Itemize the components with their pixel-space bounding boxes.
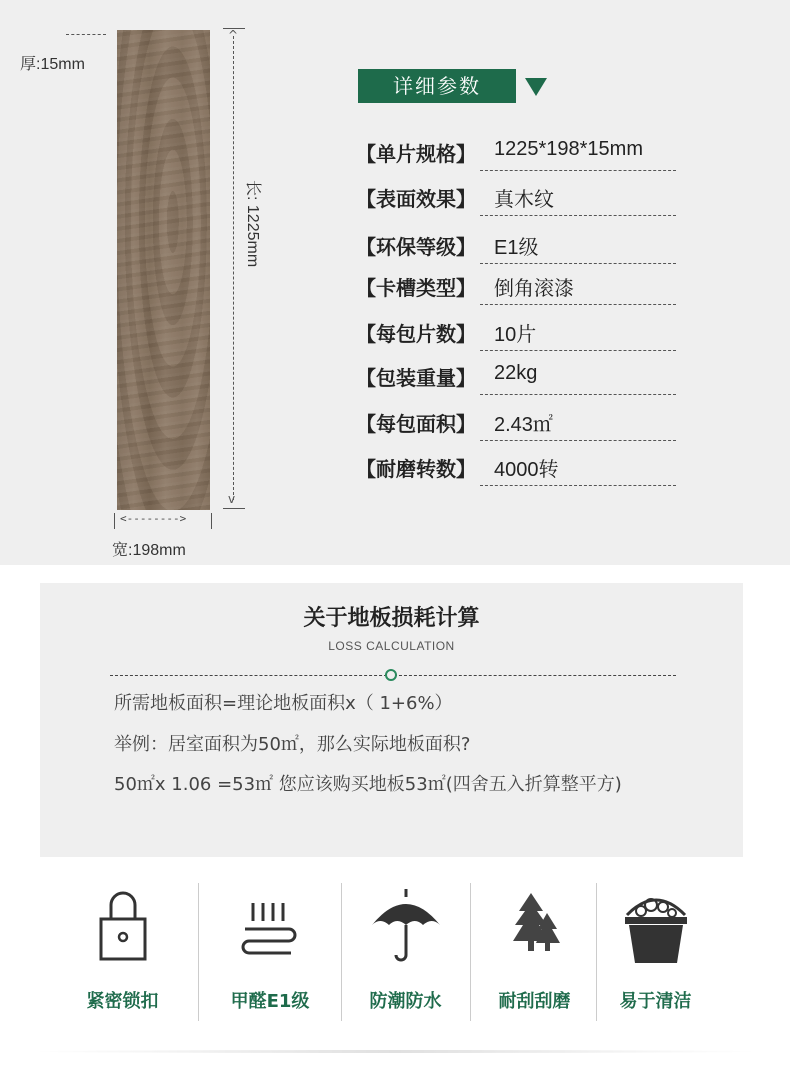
param-underline <box>480 263 676 264</box>
loss-calculation-panel <box>40 583 743 857</box>
param-row <box>356 408 686 438</box>
feature-label: 防潮防水 <box>369 991 442 1012</box>
calc-example: 举例：居室面积为50㎡，那么实际地板面积? <box>114 734 471 755</box>
feature-divider <box>341 883 342 1021</box>
formaldehyde-icon <box>200 885 340 965</box>
width-arrow: <--------> <box>120 512 187 525</box>
param-key: 【每包片数】 <box>356 322 476 346</box>
arrow-down-icon: v <box>228 492 236 506</box>
param-value: 10片 <box>494 324 537 346</box>
feature-label: 紧密锁扣 <box>86 991 159 1012</box>
param-underline <box>480 440 676 441</box>
param-row <box>356 318 686 348</box>
width-label: 宽:198mm <box>112 542 186 559</box>
param-underline <box>480 350 676 351</box>
param-value: 4000转 <box>494 459 559 481</box>
feature-item <box>472 885 597 1025</box>
circle-icon <box>385 669 397 681</box>
param-row <box>356 272 686 302</box>
thickness-marker <box>66 34 106 35</box>
param-underline <box>480 394 676 395</box>
param-value: 22kg <box>494 362 538 384</box>
param-underline <box>480 485 676 486</box>
calc-formula: 所需地板面积=理论地板面积x（ 1+6%） <box>114 693 453 714</box>
param-row <box>356 183 686 213</box>
param-value: 真木纹 <box>494 189 554 211</box>
param-value: 2.43㎡ <box>494 414 553 436</box>
param-key: 【单片规格】 <box>356 142 476 166</box>
param-key: 【耐磨转数】 <box>356 457 476 481</box>
feature-label: 耐刮刮磨 <box>498 991 571 1012</box>
param-value: 倒角滚漆 <box>494 278 574 300</box>
bottom-divider <box>30 1050 760 1053</box>
calc-subtitle: LOSS CALCULATION <box>328 639 455 653</box>
triangle-down-icon <box>525 78 547 96</box>
param-row <box>356 362 686 392</box>
feature-item <box>50 885 195 1025</box>
arrow-up-icon: ^ <box>228 28 239 42</box>
calc-title: 关于地板损耗计算 <box>303 606 480 631</box>
length-dashed-line <box>233 36 234 500</box>
calc-result: 50㎡x 1.06 =53㎡ 您应该购买地板53㎡(四舍五入折算整平方) <box>114 774 622 795</box>
param-underline <box>480 215 676 216</box>
param-key: 【每包面积】 <box>356 412 476 436</box>
feature-divider <box>470 883 471 1021</box>
param-value: E1级 <box>494 237 539 259</box>
param-value: 1225*198*15mm <box>494 138 643 160</box>
param-row <box>356 453 686 483</box>
feature-item <box>343 885 468 1025</box>
length-bottom-tick <box>223 508 245 509</box>
param-row <box>356 231 686 261</box>
params-title: 详细参数 <box>358 69 516 103</box>
param-underline <box>480 170 676 171</box>
umbrella-icon <box>343 885 468 965</box>
param-key: 【环保等级】 <box>356 235 476 259</box>
param-underline <box>480 304 676 305</box>
feature-label: 甲醛E1级 <box>230 991 310 1012</box>
param-key: 【表面效果】 <box>356 187 476 211</box>
thickness-label: 厚:15mm <box>20 56 85 73</box>
feature-divider <box>596 883 597 1021</box>
wood-plank-image <box>117 30 210 510</box>
pine-trees-icon <box>472 885 597 965</box>
length-label: 长: 1225mm <box>244 180 261 268</box>
feature-label: 易于清洁 <box>619 991 692 1012</box>
feature-item <box>200 885 340 1025</box>
width-left-tick <box>114 513 115 529</box>
param-key: 【卡槽类型】 <box>356 276 476 300</box>
bucket-icon <box>598 885 713 965</box>
param-key: 【包装重量】 <box>356 366 476 390</box>
param-row <box>356 138 686 168</box>
feature-divider <box>198 883 199 1021</box>
width-right-tick <box>211 513 212 529</box>
feature-item <box>598 885 713 1025</box>
padlock-icon <box>50 885 195 965</box>
